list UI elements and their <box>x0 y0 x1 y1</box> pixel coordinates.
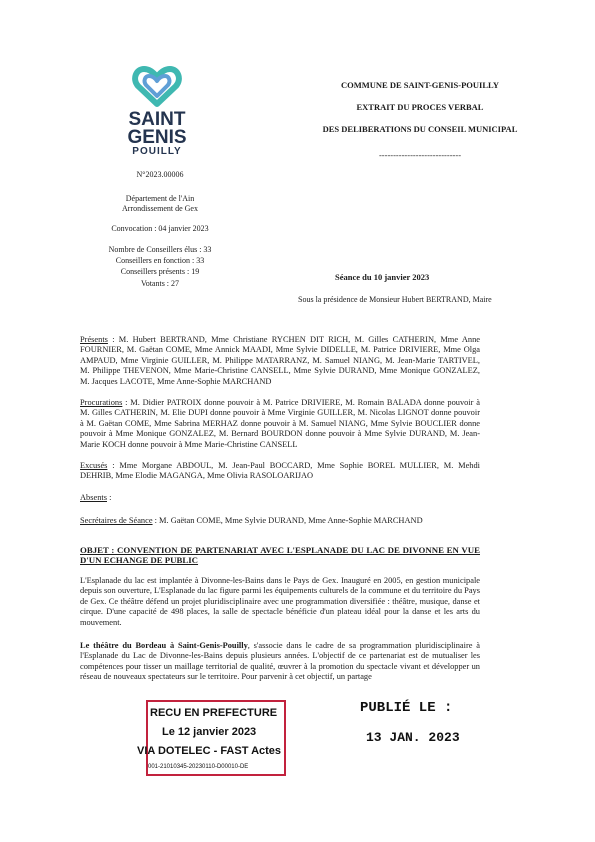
count-votants: Votants : 27 <box>140 279 180 288</box>
convocation: Convocation : 04 janvier 2023 <box>111 224 209 233</box>
absents-text: : <box>107 493 112 502</box>
header-extrait: EXTRAIT DU PROCES VERBAL <box>356 102 484 112</box>
excuses-paragraph <box>80 461 480 482</box>
paragraph-bordeau-bold: Le théâtre du Bordeau à Saint-Genis-Pouilly <box>80 641 248 650</box>
stamp-line2: Le 12 janvier 2023 <box>162 726 257 738</box>
procurations-paragraph <box>80 398 480 450</box>
publie-date: 13 JAN. 2023 <box>366 730 460 745</box>
presidence: Sous la présidence de Monsieur Hubert BERTRAND, Maire <box>298 295 492 304</box>
heart-logo-icon <box>132 66 182 108</box>
logo-line2: GENIS <box>127 127 187 148</box>
procurations-text: : M. Didier PATROIX donne pouvoir à M. Patrice DRIVIERE, M. Romain BALADA donne pouvoir à M. Gilles CATHERIN, M. Elie DUPI donne pouvoir à Mme Virginie GUILLER, M. Nicolas LIGNOT donne pouvoir à M. Gaëtan COME, Mme Sabrina MERHAZ donne pouvoir à M. Samuel NIANG, Mme Sylvie BOUCLIER donne pouvoir à Mme Monique GONZALEZ, M. Bernard BOURDON donne pouvoir à Mme Sylvie DURAND, M. Jean-Marie KOCH donne pouvoir à Mme Marie-Christine CANSELL <box>80 398 480 449</box>
department-line2: Arrondissement de Gex <box>122 204 198 213</box>
logo-line3: POUILLY <box>132 146 182 157</box>
count-presents: Conseillers présents : 19 <box>120 267 200 276</box>
count-elus: Nombre de Conseillers élus : 33 <box>108 245 212 254</box>
presents-paragraph <box>80 335 480 387</box>
excuses-label: Excusés <box>80 461 108 470</box>
procurations-label: Procurations <box>80 398 123 407</box>
department-line1: Département de l'Ain <box>125 194 195 203</box>
presents-text: : M. Hubert BERTRAND, Mme Christiane RYCHEN DIT RICH, M. Gilles CATHERIN, Mme Anne FOURNIER, M. Gaëtan COME, Mme Annick MAADI, Mme Sylvie DIDELLE, M. Patrice DRIVIERE, Mme Olga AMPAUD, Mme Virginie GUILLER, M. Philippe MATARRANZ, M. Samuel NIANG, M. Jean-Marie TARTIVEL, M. Philippe THEVENON, Mme Marie-Christine CANSELL, Mme Sylvie DURAND, Mme Monique GONZALEZ, M. Jacques LACOTE, Mme Anne-Sophie MARCHAND <box>80 335 480 386</box>
header-commune: COMMUNE DE SAINT-GENIS-POUILLY <box>340 80 500 90</box>
presents-label: Présents <box>80 335 108 344</box>
absents-label: Absents <box>80 493 107 502</box>
secretaires-paragraph <box>80 516 480 526</box>
reference-number: N°2023.00006 <box>136 170 184 179</box>
stamp-line1: RECU EN PREFECTURE <box>150 707 278 719</box>
publie-label: PUBLIÉ LE : <box>360 700 453 716</box>
seance-date: Séance du 10 janvier 2023 <box>335 272 430 282</box>
header-deliberations: DES DELIBERATIONS DU CONSEIL MUNICIPAL <box>322 124 518 134</box>
logo-line1: SAINT <box>128 109 186 130</box>
paragraph-bordeau-text: , s'associe dans le cadre de sa programmation pluridisciplinaire à l'Esplanade du Lac de Divonne-les-Bains depuis plusieurs années. L'objectif de ce partenariat est de mutualiser les compétences pour tisser un maillage territorial de qualité, œuvrer à la promotion du spectacle vivant et développer un réseau de nouveaux spectateurs sur le territoire. Pour parvenir à cet objectif, un partage <box>80 641 481 682</box>
paragraph-bordeau <box>80 641 480 683</box>
secretaires-label: Secrétaires de Séance <box>80 516 153 525</box>
stamp-line4: 001-21010345-20230110-D00010-DE <box>148 764 249 770</box>
excuses-text: : Mme Morgane ABDOUL, M. Jean-Paul BOCCARD, Mme Sophie BOREL MULLIER, M. Mehdi DEHRIB, Mme Elodie MAGANGA, Mme Olivia RASOLOARIJAO <box>80 461 480 481</box>
count-fonction: Conseillers en fonction : 33 <box>115 256 205 265</box>
objet-heading: OBJET : CONVENTION DE PARTENARIAT AVEC L'ESPLANADE DU LAC DE DIVONNE EN VUE D'UN ECHANGE DE PUBLIC <box>80 545 480 566</box>
paragraph-esplanade: L'Esplanade du lac est implantée à Divonne-les-Bains dans le Pays de Gex. Inauguré en 2005, en gestion municipale depuis son ouverture, L'Esplanade du lac figure parmi les équipements culturels de la commune et du territoire du Pays de Gex. Ce théâtre défend un projet pluridisciplinaire avec une programmation diversifiée : théâtre, musique, danse et cirque. D'une capacité de 498 places, la salle de spectacle bénéficie d'un plateau idéal pour la danse et les arts du mouvement. <box>80 576 480 627</box>
header-rule: ----------------------------- <box>378 150 462 160</box>
absents-paragraph <box>80 493 480 503</box>
secretaires-text: : M. Gaëtan COME, Mme Sylvie DURAND, Mme Anne-Sophie MARCHAND <box>152 516 423 525</box>
stamp-line3: VIA DOTELEC - FAST Actes <box>137 745 282 757</box>
